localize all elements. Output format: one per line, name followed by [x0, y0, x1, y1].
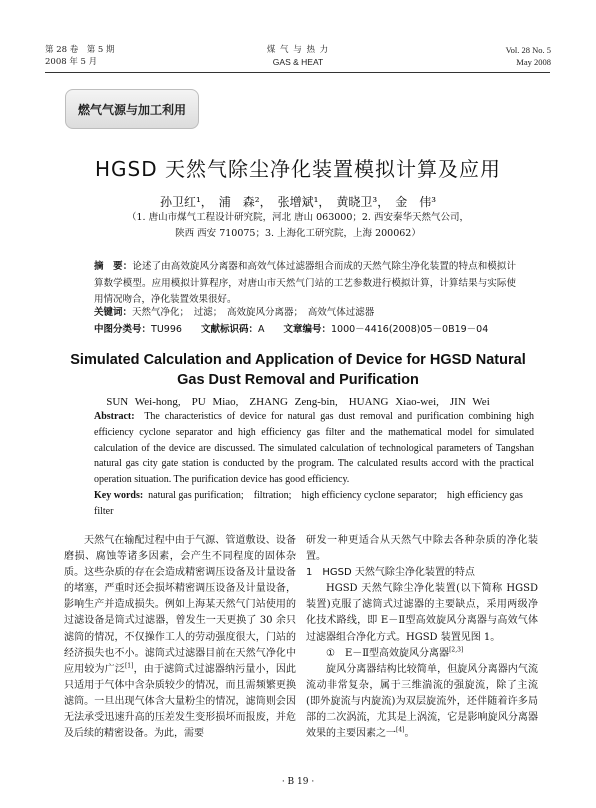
citation-ref: [1] [124, 662, 134, 670]
body-column-left [64, 533, 296, 742]
subsection-heading [306, 646, 538, 662]
volume-issue-en: Vol. 28 No. 5 [505, 45, 551, 55]
journal-issue-info-en [411, 44, 551, 68]
authors-cn: 孙卫红¹， 浦 森²， 张增斌¹， 黄晓卫³， 金 伟³ [159, 195, 437, 209]
keywords-label-cn: 关键词： [94, 307, 133, 318]
body-paragraph [64, 533, 296, 742]
abstract-label-cn: 摘 要： [94, 261, 133, 272]
body-text: ，由于滤筒式过滤器纳污量小，因此只适用于气体中含杂质较少的情况，而且需频繁更换滤筒。一旦出现气体含大量粉尘的情况，滤筒则会因无法承受迅速升高的压差发生变形损坏而报废，并危及后续的精密设备。为此，需要 [64, 663, 297, 740]
body-text: 旋风分离器结构比较简单，但旋风分离器内气流流动非常复杂，属于三维湍流的强旋流，除了主流(即外旋流与内旋流)为双层旋流外，还伴随着许多局部的二次涡流，尤其是上涡流，它是影响旋风分离器效果的主要因素之一 [306, 663, 538, 740]
citation-ref: [2,3] [449, 646, 464, 654]
document-code [201, 324, 265, 335]
article-number [283, 324, 488, 335]
journal-issue-info [45, 44, 185, 68]
abstract-label-en: Abstract: [94, 411, 135, 422]
authors-en: SUN Wei-hong, PU Miao, ZHANG Zeng-bin, HUANG Xiao-wei, JIN Wei [106, 396, 490, 408]
body-column-right [306, 533, 538, 742]
abstract-text-en: The characteristics of device for natural gas dust removal and purification combining high efficiency cyclone separator and high efficiency gas filter and the mathematical model for simulated calculation of the device are discussed. The simulated calculation of technological parameters of Tangshan natural gas city gate station is conducted by the program. The calculated results accord with the practical operation situation. The purification device has good efficiency. [94, 411, 534, 486]
article-number-value: 1000－4416(2008)05－0B19－04 [331, 324, 489, 335]
clc-value: TU996 [151, 324, 182, 335]
section-heading: 1 HGSD 天然气除尘净化装置的特点 [306, 567, 475, 579]
document-code-value: A [257, 324, 265, 335]
body-text: 天然气在输配过程中由于气源、管道敷设、设备磨损、腐蚀等诸多因素，会产生不同程度的固体杂质。这些杂质的存在会造成精密调压设备及计量设备的堵塞，严重时还会损坏精密调压设备及计量设备，影响生产并造成损失。例如上海某天然气门站使用的过滤设备是筒式过滤器，曾发生一天更换了 30 余只滤筒的情况，不仅操作工人的劳动强度很大，门站的经济损失也不小。滤筒式过滤器目前在天然气净化中应用较为广泛 [64, 535, 296, 675]
keywords-text-cn: 天然气净化； 过滤； 高效旋风分离器； 高效气体过滤器 [132, 307, 375, 318]
clc-label: 中图分类号： [94, 324, 152, 335]
keywords-text-en: natural gas purification; filtration; high efficiency cyclone separator; high efficiency gas filter [94, 490, 523, 517]
journal-name [220, 44, 376, 68]
issue-date-en: May 2008 [516, 57, 551, 67]
clc-number [94, 324, 182, 335]
header-rule [45, 72, 550, 73]
document-code-label: 文献标识码： [200, 324, 258, 335]
journal-name-en: GAS & HEAT [272, 57, 324, 67]
body-paragraph: HGSD 天然气除尘净化装置(以下简称 HGSD 装置)克服了滤筒式过滤器的主要缺点，采用两级净化技术路线，即 E－Ⅱ型高效旋风分离器与高效气体过滤器组合净化方式。HGSD 装置见图 1。 [306, 583, 538, 643]
affiliation-line: （1. 唐山市煤气工程设计研究院，河北 唐山 063000；2. 西安秦华天然气公司， [127, 212, 469, 223]
classification-line [94, 323, 554, 337]
affiliation-line: 陕西 西安 710075；3. 上海化工研究院，上海 200062） [175, 228, 421, 239]
journal-name-cn: 煤 气 与 热 力 [266, 45, 330, 55]
paper-title-cn: HGSD 天然气除尘净化装置模拟计算及应用 [95, 157, 501, 181]
page-number: · B 19 · [281, 777, 315, 787]
issue-date: 2008 年 5 月 [45, 57, 98, 67]
citation-ref: [4] [396, 726, 405, 734]
affiliations-cn [0, 210, 596, 242]
paper-title-en: Simulated Calculation and Application of Device for HGSD Natural Gas Dust Removal and Purification [70, 352, 526, 388]
body-paragraph [306, 662, 538, 742]
section-tag: 燃气气源与加工利用 [65, 89, 199, 129]
body-text: 。 [404, 728, 415, 740]
article-number-label: 文章编号： [283, 324, 331, 335]
volume-issue: 第 28 卷 第 5 期 [45, 45, 115, 55]
abstract-cn [94, 259, 516, 309]
keywords-label-en: Key words: [94, 490, 144, 501]
abstract-text-cn: 论述了由高效旋风分离器和高效气体过滤器组合而成的天然气除尘净化装置的特点和模拟计算数学模型。应用模拟计算程序，对唐山市天然气门站的工艺参数进行模拟计算，计算结果与实际使用情况吻合，净化装置效果很好。 [94, 261, 516, 305]
keywords-en [94, 488, 534, 520]
keywords-cn [94, 306, 534, 320]
body-paragraph: 研发一种更适合从天然气中除去各种杂质的净化装置。 [306, 535, 538, 563]
subsection-heading-text: ① E－Ⅱ型高效旋风分离器 [326, 647, 450, 659]
abstract-en [94, 409, 534, 488]
